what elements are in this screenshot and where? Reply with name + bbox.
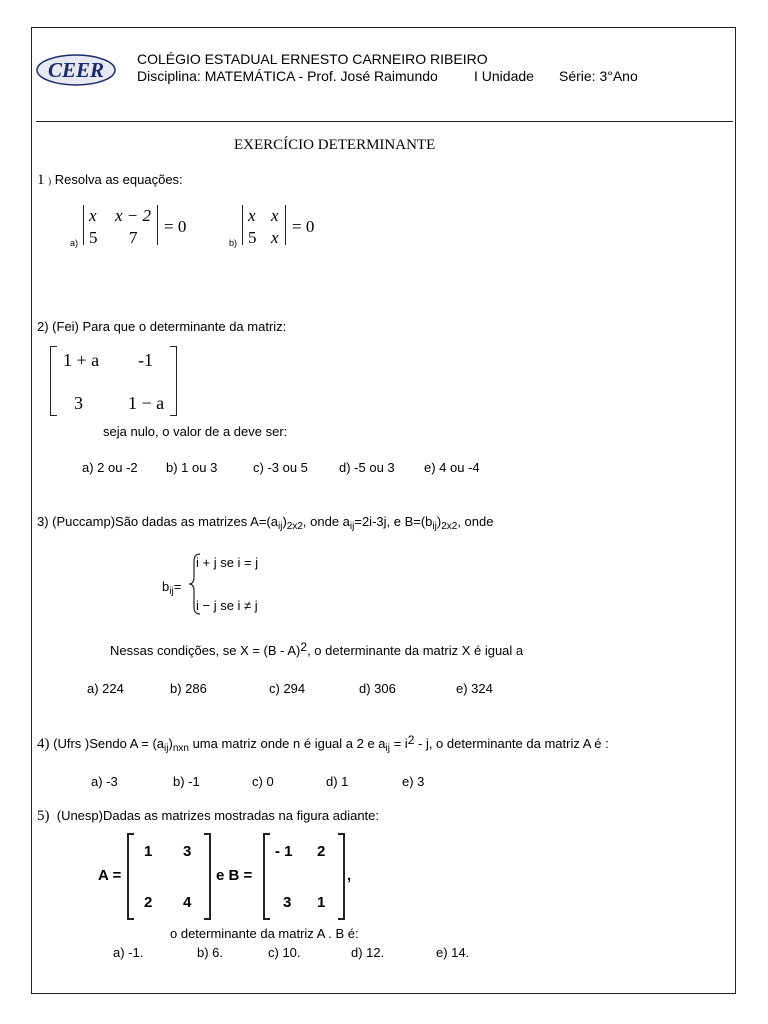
q1-a-m22: 7 bbox=[129, 228, 138, 247]
q3-case-1: i + j se i = j bbox=[196, 555, 259, 570]
q1-b-m11: x bbox=[248, 206, 256, 225]
q3-condition: Nessas condições, se X = (B - A)2, o determinante da matriz X é igual a bbox=[110, 640, 524, 658]
q5-a-m12: 3 bbox=[183, 843, 192, 860]
q5-follow: o determinante da matriz A . B é: bbox=[170, 926, 359, 941]
q2-m21: 3 bbox=[74, 393, 83, 413]
q3-option-e: e) 324 bbox=[456, 681, 493, 696]
q2-right-bracket bbox=[170, 346, 177, 416]
q2-option-c: c) -3 ou 5 bbox=[253, 460, 308, 475]
q2-prompt: 2) (Fei) Para que o determinante da matriz: bbox=[37, 319, 287, 334]
q4-option-c: c) 0 bbox=[252, 774, 274, 789]
q3-prompt: 3) (Puccamp)São dadas as matrizes $A=(a_{ij})_{2x2}$, onde $a_{ij}=2i-3j$, e $B=(b_{ij})_{2x2}$, onde bbox=[37, 514, 494, 532]
q1-a-m12: x − 2 bbox=[115, 206, 152, 225]
q1-b-label: b) bbox=[229, 238, 238, 248]
q2-option-d: d) -5 ou 3 bbox=[339, 460, 395, 475]
q1-b-right-bar bbox=[285, 205, 286, 245]
q2-m12: -1 bbox=[138, 350, 153, 370]
q3-b-label: $b_{ij}=$ bbox=[162, 579, 182, 597]
discipline: Disciplina: MATEMÁTICA - Prof. José Raimundo bbox=[137, 68, 438, 84]
q5-prompt: 5) (Unesp)Dadas as matrizes mostradas na figura adiante: bbox=[37, 808, 379, 824]
q5-option-c: c) 10. bbox=[268, 945, 301, 960]
q5-a-m11: 1 bbox=[144, 843, 153, 860]
q3-option-d: d) 306 bbox=[359, 681, 396, 696]
q5-option-e: e) 14. bbox=[436, 945, 470, 960]
q4-option-a: a) -3 bbox=[91, 774, 118, 789]
q2-follow: seja nulo, o valor de a deve ser: bbox=[103, 424, 288, 439]
q5-a-m21: 2 bbox=[144, 894, 153, 911]
unit: I Unidade bbox=[474, 68, 534, 84]
school-name: COLÉGIO ESTADUAL ERNESTO CARNEIRO RIBEIRO bbox=[137, 51, 488, 67]
q2-m11: 1 + a bbox=[63, 350, 100, 370]
q1-b-m12: x bbox=[271, 206, 279, 225]
q3-option-b: b) 286 bbox=[170, 681, 207, 696]
q1-a-left-bar bbox=[83, 205, 84, 245]
q1-prompt bbox=[37, 172, 183, 189]
q3-option-a: a) 224 bbox=[87, 681, 124, 696]
q1-a-label: a) bbox=[70, 238, 79, 248]
q5-a-left-bracket bbox=[127, 833, 134, 920]
q1-b-m21: 5 bbox=[248, 228, 257, 247]
q1-b-left-bar bbox=[242, 205, 243, 245]
header-divider bbox=[36, 121, 733, 122]
q5-b-m11: - 1 bbox=[275, 843, 293, 860]
q5-b-m22: 1 bbox=[317, 894, 326, 911]
q5-b-right-bracket bbox=[338, 833, 345, 920]
school-logo bbox=[36, 54, 116, 86]
q2-option-b: b) 1 ou 3 bbox=[166, 460, 218, 475]
q5-b-left-bracket bbox=[263, 833, 270, 920]
q5-conj: e B = bbox=[216, 867, 253, 884]
q5-option-a: a) -1. bbox=[113, 945, 144, 960]
q5-a-right-bracket bbox=[204, 833, 211, 920]
q2-m22: 1 − a bbox=[128, 393, 165, 413]
q1-paren: ) bbox=[48, 176, 52, 186]
q1-number: 1 bbox=[37, 172, 45, 188]
q2-option-e: e) 4 ou -4 bbox=[424, 460, 480, 475]
q4-option-b: b) -1 bbox=[173, 774, 200, 789]
q5-comma: , bbox=[347, 867, 352, 884]
q1-text: Resolva as equações: bbox=[54, 172, 183, 187]
q1-b-equals: = 0 bbox=[292, 217, 315, 236]
q1-a-equals: = 0 bbox=[164, 217, 187, 236]
q2-option-a: a) 2 ou -2 bbox=[82, 460, 138, 475]
q5-a-label: A = bbox=[98, 867, 122, 884]
q1-b-m22: x bbox=[271, 228, 279, 247]
q3-case-2: i − j se i ≠ j bbox=[196, 598, 258, 613]
q2-left-bracket bbox=[50, 346, 57, 416]
q1-a-m11: x bbox=[89, 206, 97, 225]
q5-option-b: b) 6. bbox=[197, 945, 224, 960]
q1-a-m21: 5 bbox=[89, 228, 98, 247]
grade: Série: 3°Ano bbox=[559, 68, 638, 84]
q5-b-m12: 2 bbox=[317, 843, 326, 860]
q4-option-d: d) 1 bbox=[326, 774, 349, 789]
q4-option-e: e) 3 bbox=[402, 774, 425, 789]
page-title: EXERCÍCIO DETERMINANTE bbox=[234, 137, 436, 153]
q5-a-m22: 4 bbox=[183, 894, 192, 911]
q5-b-m21: 3 bbox=[283, 894, 292, 911]
q5-option-d: d) 12. bbox=[351, 945, 385, 960]
q3-option-c: c) 294 bbox=[269, 681, 306, 696]
logo-text: CEER bbox=[47, 58, 105, 82]
q1-a-right-bar bbox=[157, 205, 158, 245]
q4-prompt: 4) (Ufrs )Sendo $A = (a_{ij})_{nxn}$ uma matriz onde n é igual a 2 e $a_{ij} = i2 - j$, o determinante da matriz A é : bbox=[37, 733, 609, 754]
